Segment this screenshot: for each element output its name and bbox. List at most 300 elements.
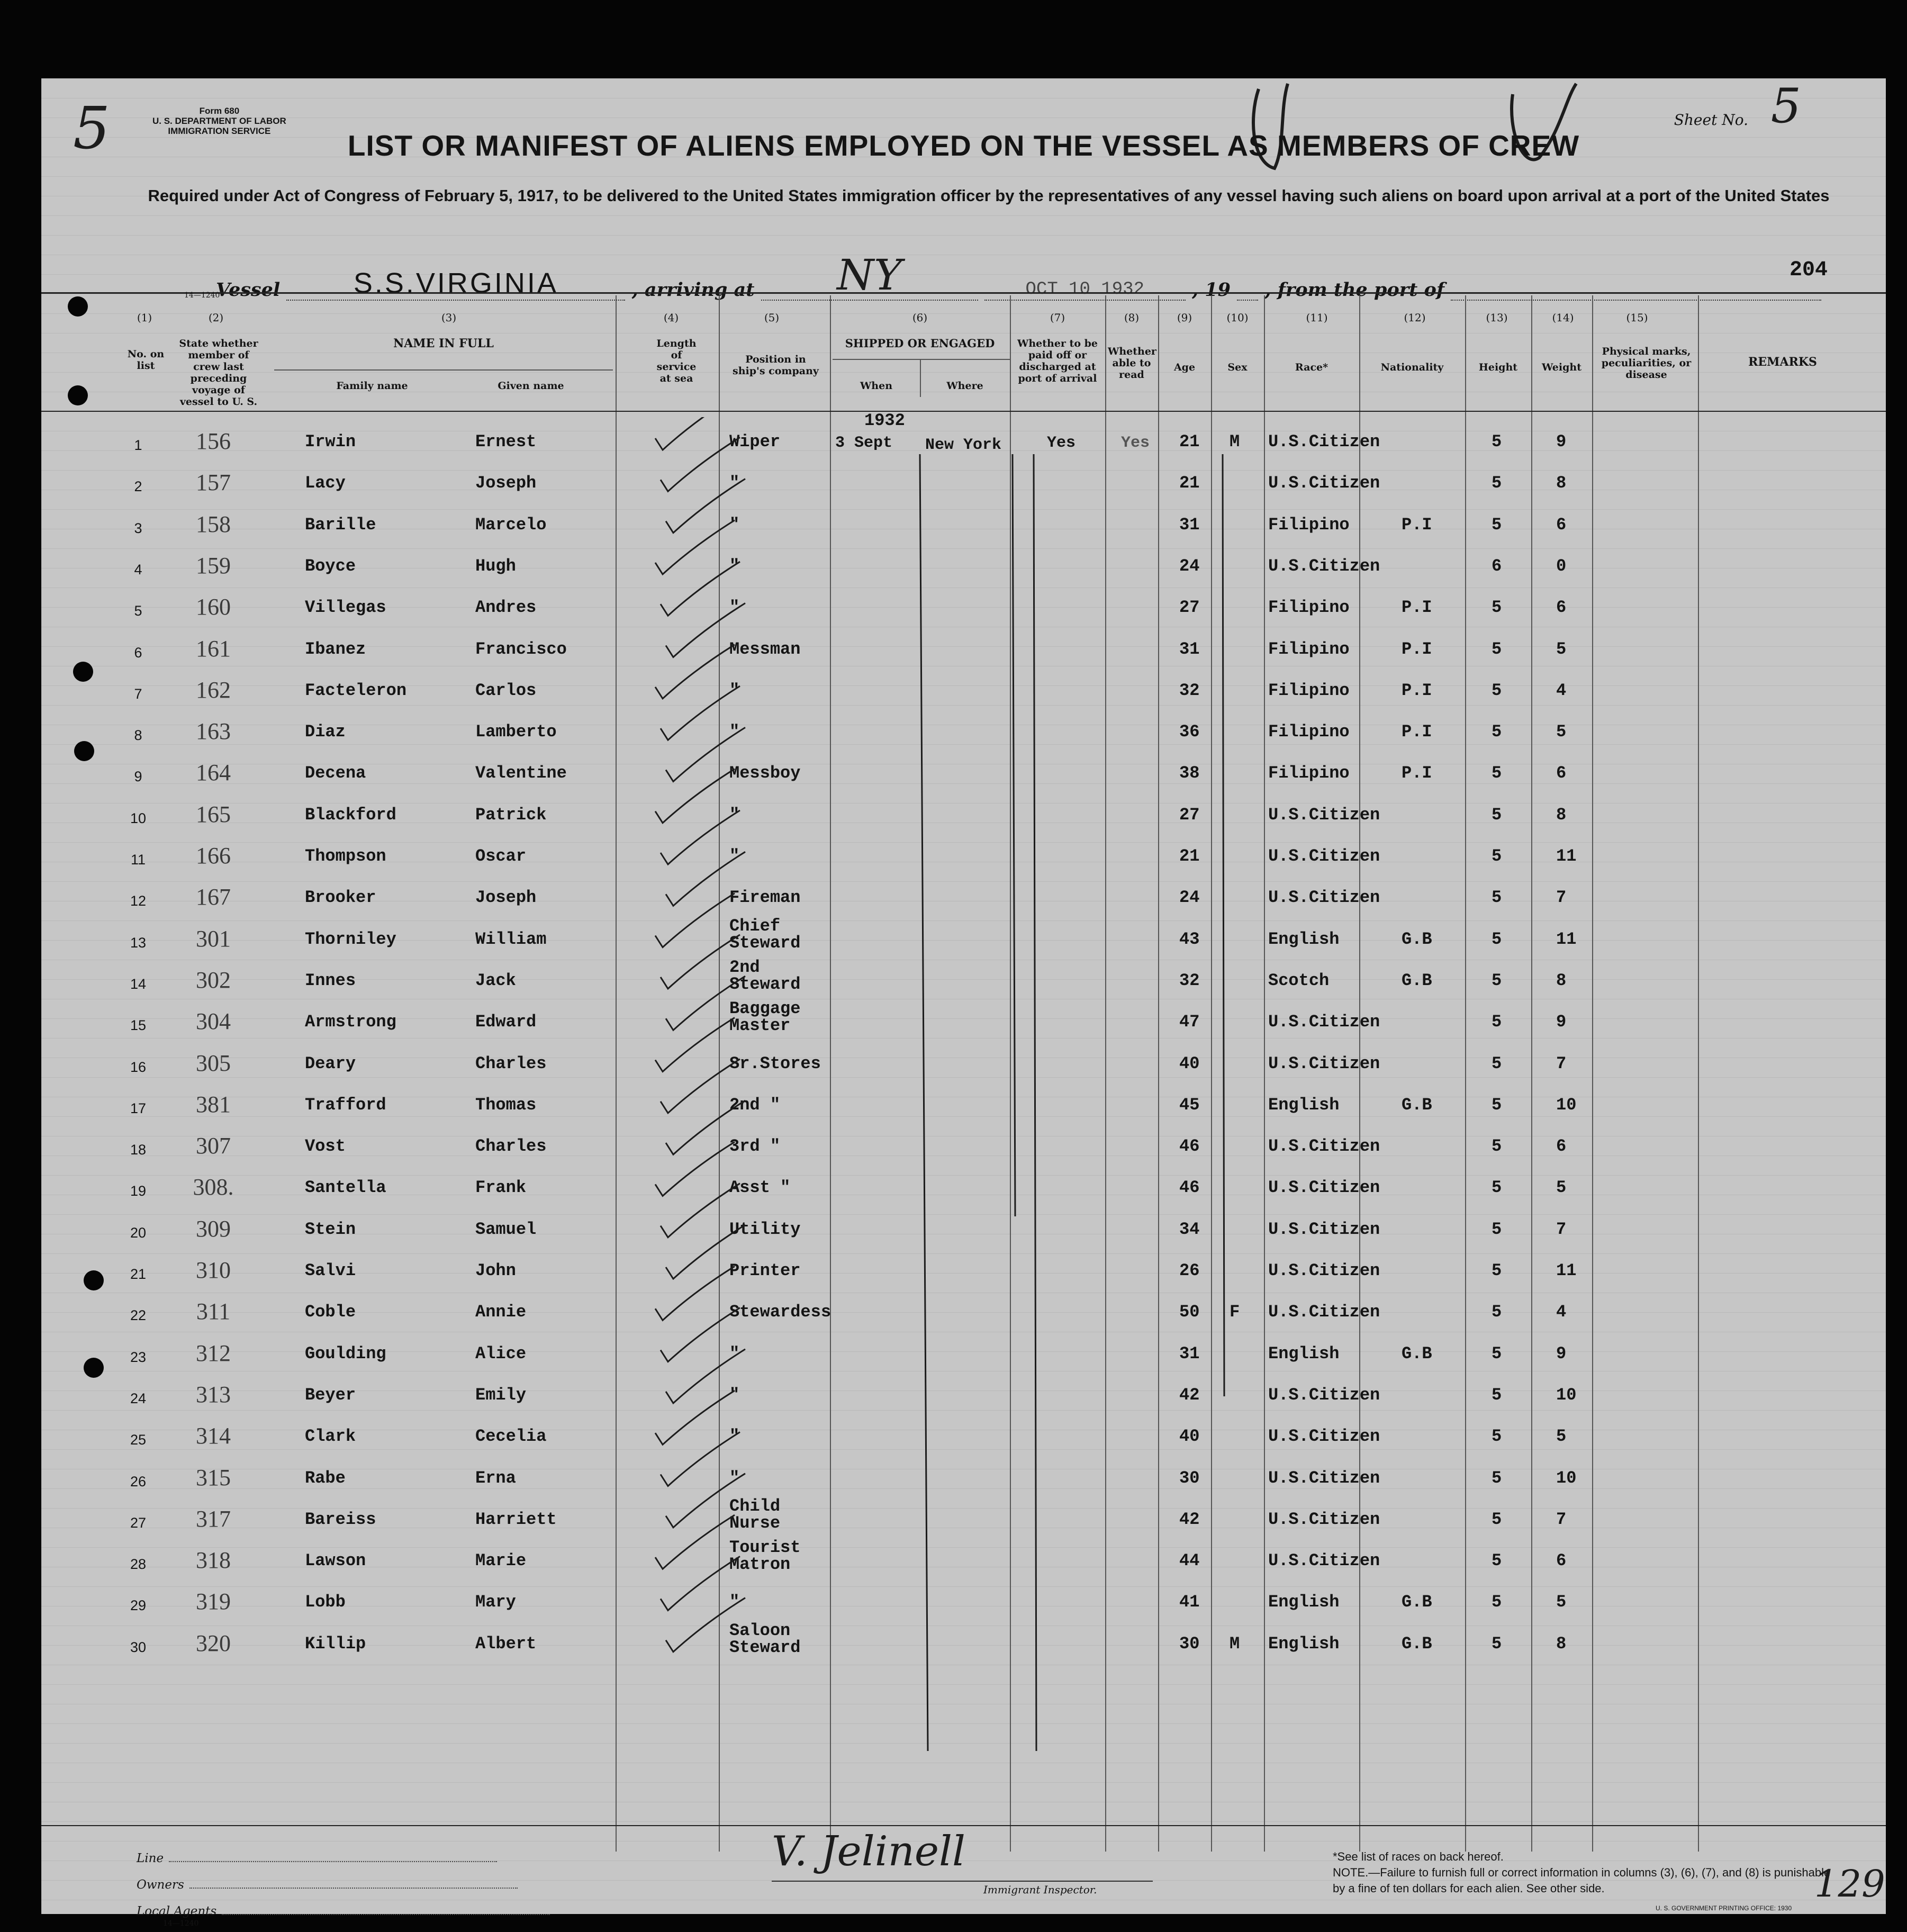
check-mark [666,852,745,906]
crew-number: 307 [196,1133,231,1159]
check-mark [661,935,740,989]
age: 40 [1179,1427,1200,1447]
given-name: John [475,1261,516,1280]
race: English [1268,1592,1340,1612]
given-name: Francisco [475,639,567,659]
sex: M [1230,1633,1240,1654]
position: " [729,514,740,535]
height: 5 [1492,1551,1502,1571]
header-age: Age [1173,362,1196,373]
crew-number: 308. [193,1174,234,1200]
weight: 10 [1556,1385,1577,1405]
age: 42 [1179,1385,1200,1405]
given-name: Frank [475,1178,527,1198]
header-nationality: Nationality [1380,362,1444,373]
weight: 5 [1556,1592,1567,1612]
check-mark [666,1100,745,1154]
age: 40 [1179,1053,1200,1073]
header-top-rule [41,292,1886,294]
header-shipped-engaged: SHIPPED OR ENGAGED [845,337,995,350]
crew-number: 381 [196,1091,231,1117]
race: U.S.Citizen [1268,1551,1380,1571]
age: 47 [1179,1012,1200,1032]
weight: 6 [1556,1136,1567,1157]
race: U.S.Citizen [1268,1012,1380,1032]
race: U.S.Citizen [1268,1178,1380,1198]
height: 5 [1492,1095,1502,1115]
race: U.S.Citizen [1268,1509,1380,1529]
row-number: 19 [130,1183,147,1199]
check-mark [655,1018,735,1072]
family-name: Killip [305,1633,366,1654]
crew-number: 302 [196,967,231,993]
header-position: Position in ship's company [733,354,819,377]
given-name: Charles [475,1136,547,1157]
age: 21 [1179,432,1200,452]
page-number: 204 [1789,258,1828,282]
row-number: 21 [130,1266,147,1282]
crew-number: 315 [196,1464,231,1491]
punch-hole [84,1270,104,1290]
check-marks [613,417,983,1793]
header-height: Height [1478,362,1518,373]
height: 5 [1492,1592,1502,1612]
check-mark [661,1556,740,1610]
height: 5 [1492,514,1502,535]
shipped-where: New York [925,436,1002,454]
row-number: 5 [134,603,142,619]
family-name: Lacy [305,473,346,493]
weight: 4 [1556,680,1567,700]
weight: 8 [1556,970,1567,990]
crew-number: 165 [196,801,231,827]
crew-number: 304 [196,1008,231,1035]
agents-code: 14—1240 [163,1919,199,1928]
age: 32 [1179,680,1200,700]
family-name: Beyer [305,1385,356,1405]
form-number: Form 680 [199,106,240,116]
header-paid-off: Whether to be paid off or discharged at port of arrival [1017,338,1098,384]
position: 3rd " [729,1136,781,1157]
given-name: Lamberto [475,722,557,742]
owners-field: Owners [137,1878,518,1892]
given-name: Emily [475,1385,527,1405]
crew-number: 314 [196,1423,231,1449]
race: Filipino [1268,722,1350,742]
check-mark [666,1474,745,1528]
race: U.S.Citizen [1268,846,1380,866]
header-sex: Sex [1227,362,1248,373]
punch-hole [84,1358,104,1378]
service-label: IMMIGRATION SERVICE [168,126,271,136]
check-mark [661,810,740,864]
small-code: 14—1240 [184,291,220,300]
given-name: Joseph [475,888,537,908]
weight: 11 [1556,1261,1577,1280]
row-number: 8 [134,727,142,744]
height: 5 [1492,970,1502,990]
weight: 4 [1556,1302,1567,1322]
height: 5 [1492,805,1502,825]
race: Filipino [1268,598,1350,618]
age: 34 [1179,1219,1200,1239]
height: 5 [1492,763,1502,783]
family-name: Villegas [305,598,386,618]
punch-hole [68,296,88,317]
sheet-number: 5 [1770,78,1801,134]
crew-number: 159 [196,552,231,579]
height: 5 [1492,846,1502,866]
crew-number: 313 [196,1381,231,1407]
crew-number: 317 [196,1505,231,1532]
arriving-label: , arriving at [631,279,755,301]
crew-number: 312 [196,1340,231,1366]
row-number: 24 [130,1390,147,1406]
position: " [729,805,740,825]
row-number: 18 [130,1142,147,1158]
weight: 6 [1556,514,1567,535]
family-name: Brooker [305,888,376,908]
crew-number: 162 [196,676,231,703]
row-number: 20 [130,1224,147,1241]
row-number: 27 [130,1514,147,1531]
sex-ditto-line [1216,449,1232,1756]
header-where: Where [946,380,983,392]
race: U.S.Citizen [1268,1468,1380,1488]
check-mark [655,893,735,947]
weight: 6 [1556,1551,1567,1571]
height: 5 [1492,432,1502,452]
weight: 9 [1556,1012,1567,1032]
nationality: P.I [1402,680,1432,700]
position: " [729,846,740,866]
height: 5 [1492,598,1502,618]
race: English [1268,929,1340,949]
family-name: Irwin [305,432,356,452]
given-name: Patrick [475,805,547,825]
check-mark [655,769,735,823]
crew-number: 161 [196,635,231,662]
corner-mark: 5 [73,94,110,162]
age: 31 [1179,514,1200,535]
position: 2nd " [729,1095,781,1115]
race: U.S.Citizen [1268,1053,1380,1073]
position: Sr.Stores [729,1053,821,1073]
row-number: 14 [130,976,147,992]
weight: 5 [1556,722,1567,742]
crew-number: 310 [196,1257,231,1283]
row-number: 26 [130,1473,147,1489]
sheet-label: Sheet No. [1674,111,1748,129]
row-number: 30 [130,1639,147,1655]
paid-off-value: Yes [1047,434,1076,452]
row-number: 15 [130,1017,147,1034]
position: Tourist Matron [729,1538,801,1575]
able-to-read-value: Yes [1121,434,1150,452]
height: 5 [1492,639,1502,659]
penalty-note: NOTE.—Failure to furnish full or correct information in columns (3), (6), (7), and (8) is punishable by a fine of ten dollars for each alien. See other side. [1333,1866,1831,1895]
row-number: 17 [130,1100,147,1116]
race: U.S.Citizen [1268,432,1380,452]
check-mark [666,1598,745,1652]
position: " [729,1468,740,1488]
height: 5 [1492,929,1502,949]
height: 5 [1492,1178,1502,1198]
nationality: P.I [1402,514,1432,535]
row-number: 9 [134,769,142,785]
height: 5 [1492,1468,1502,1488]
family-name: Clark [305,1427,356,1447]
race: Filipino [1268,514,1350,535]
given-name: Hugh [475,556,516,576]
date-stamp: OCT 10 1932 [1025,279,1144,300]
race: U.S.Citizen [1268,1136,1380,1157]
family-name: Ibanez [305,639,366,659]
check-mark [666,479,745,533]
weight: 5 [1556,1427,1567,1447]
check-mark [661,1308,740,1362]
header-length-of-service: Length of service at sea [656,338,697,384]
height: 5 [1492,680,1502,700]
weight: 8 [1556,805,1567,825]
race: U.S.Citizen [1268,1427,1380,1447]
age: 31 [1179,639,1200,659]
check-mark [655,520,735,574]
race: U.S.Citizen [1268,1219,1380,1239]
race: Filipino [1268,763,1350,783]
given-name: Alice [475,1343,527,1364]
position: Stewardess [729,1302,832,1322]
given-name: Annie [475,1302,527,1322]
family-name: Thorniley [305,929,396,949]
punch-hole [74,741,94,761]
vessel-label: Vessel [216,279,281,301]
crew-number: 164 [196,760,231,786]
punch-hole [68,385,88,405]
family-name: Armstrong [305,1012,396,1032]
weight: 7 [1556,1509,1567,1529]
row-number: 7 [134,685,142,702]
crew-number: 166 [196,843,231,869]
given-name: Valentine [475,763,567,783]
position: " [729,1427,740,1447]
check-mark [655,645,735,699]
given-name: Samuel [475,1219,537,1239]
weight: 9 [1556,432,1567,452]
nationality: P.I [1402,763,1432,783]
crew-number: 320 [196,1630,231,1656]
height: 5 [1492,1261,1502,1280]
weight: 5 [1556,1178,1567,1198]
race: U.S.Citizen [1268,888,1380,908]
age: 24 [1179,888,1200,908]
weight: 6 [1556,598,1567,618]
check-mark [666,727,745,781]
check-mark [666,976,745,1030]
row-number: 16 [130,1059,147,1075]
family-name: Goulding [305,1343,386,1364]
row-number: 13 [130,934,147,951]
punch-hole [73,662,93,682]
check-mark [661,1432,740,1486]
race: U.S.Citizen [1268,1385,1380,1405]
age: 30 [1179,1633,1200,1654]
position: Wiper [729,432,781,452]
corner-number: 129 [1814,1862,1885,1906]
age: 31 [1179,1343,1200,1364]
local-agents-field: Local Agents [137,1904,550,1918]
weight: 8 [1556,473,1567,493]
inspector-label: Immigrant Inspector. [983,1883,1097,1896]
row-number: 4 [134,561,142,577]
position: 2nd Steward [729,957,801,994]
given-name: Oscar [475,846,527,866]
check-mark [655,1391,735,1445]
position: Asst " [729,1178,791,1198]
check-mark [661,1184,740,1238]
header-weight: Weight [1542,362,1581,373]
age: 45 [1179,1095,1200,1115]
age: 27 [1179,805,1200,825]
arriving-port: NY [837,250,902,300]
crew-number: 157 [196,470,231,496]
position: Baggage Master [729,999,801,1036]
height: 5 [1492,1509,1502,1529]
header-when: When [860,380,893,392]
header-race: Race* [1295,362,1328,373]
header-physical-marks: Physical marks, peculiarities, or disease [1601,346,1692,381]
position: " [729,1343,740,1364]
family-name: Facteleron [305,680,407,700]
position: Child Nurse [729,1496,781,1533]
age: 44 [1179,1551,1200,1571]
position: Utility [729,1219,801,1239]
age: 36 [1179,722,1200,742]
weight: 10 [1556,1095,1577,1115]
crew-number: 309 [196,1215,231,1242]
crew-number: 318 [196,1547,231,1574]
family-name: Innes [305,970,356,990]
position: " [729,556,740,576]
race: U.S.Citizen [1268,805,1380,825]
position: " [729,598,740,618]
from-port-field [1451,300,1821,301]
vessel-name-field [286,267,625,301]
family-name: Trafford [305,1095,386,1115]
position: Printer [729,1261,801,1280]
given-name: Joseph [475,473,537,493]
height: 5 [1492,1219,1502,1239]
given-name: Carlos [475,680,537,700]
race: U.S.Citizen [1268,556,1380,576]
age: 30 [1179,1468,1200,1488]
age: 46 [1179,1178,1200,1198]
race: U.S.Citizen [1268,1302,1380,1322]
check-mark [666,1225,745,1279]
height: 5 [1492,722,1502,742]
row-number: 25 [130,1432,147,1448]
age: 43 [1179,929,1200,949]
header-name-in-full: NAME IN FULL [393,337,494,350]
family-name: Salvi [305,1261,356,1280]
race: Scotch [1268,970,1330,990]
crew-number: 311 [196,1298,231,1325]
shipped-when: 3 Sept [835,434,893,452]
sex: M [1230,432,1240,452]
page-subtitle: Required under Act of Congress of February 5, 1917, to be delivered to the United States immigration officer by the representatives of any vessel having such aliens on board upon arrival at a port of the United States [148,186,1830,205]
printer-line: U. S. GOVERNMENT PRINTING OFFICE: 1930 [1656,1904,1792,1912]
nationality: G.B [1402,970,1432,990]
weight: 11 [1556,929,1577,949]
line-field: Line [137,1852,497,1865]
race: Filipino [1268,680,1350,700]
family-name: Lawson [305,1551,366,1571]
vessel-name: S.S.VIRGINIA [353,267,558,299]
position: Chief Steward [729,916,801,953]
nationality: P.I [1402,722,1432,742]
height: 5 [1492,1427,1502,1447]
family-name: Decena [305,763,366,783]
row-number: 29 [130,1597,147,1614]
family-name: Vost [305,1136,346,1157]
height: 5 [1492,1343,1502,1364]
row-number: 23 [130,1349,147,1365]
race: English [1268,1633,1340,1654]
weight: 6 [1556,763,1567,783]
position: Saloon Steward [729,1620,801,1657]
family-name: Blackford [305,805,396,825]
row-number: 22 [130,1307,147,1324]
header-bottom-rule [41,411,1886,412]
crew-number: 167 [196,884,231,910]
nationality: G.B [1402,1633,1432,1654]
position: " [729,680,740,700]
nationality: P.I [1402,598,1432,618]
family-name: Rabe [305,1468,346,1488]
date-field [984,277,1186,301]
from-port-label: , from the port of [1264,279,1444,301]
year-label: , 19 [1191,279,1231,301]
given-name: Albert [475,1633,537,1654]
given-name: Marcelo [475,514,547,535]
age: 21 [1179,846,1200,866]
age: 26 [1179,1261,1200,1280]
given-name: William [475,929,547,949]
age: 41 [1179,1592,1200,1612]
crew-number: 160 [196,594,231,620]
race: U.S.Citizen [1268,473,1380,493]
position: " [729,473,740,493]
family-name: Thompson [305,846,386,866]
header-family-name: Family name [336,380,408,392]
header-crew-status: State whether member of crew last preceding voyage of vessel to U. S. [179,338,258,408]
given-name: Harriett [475,1509,557,1529]
height: 5 [1492,1302,1502,1322]
position: Messboy [729,763,801,783]
position: " [729,722,740,742]
position: Fireman [729,888,801,908]
inspector-signature: V. Jelinell [772,1828,965,1875]
family-name: Barille [305,514,376,535]
given-name: Cecelia [475,1427,547,1447]
age: 42 [1179,1509,1200,1529]
height: 5 [1492,1053,1502,1073]
height: 5 [1492,1012,1502,1032]
footer-rule [41,1825,1886,1826]
weight: 11 [1556,846,1577,866]
races-note: *See list of races on back hereof. [1333,1850,1504,1863]
crew-number: 301 [196,925,231,952]
